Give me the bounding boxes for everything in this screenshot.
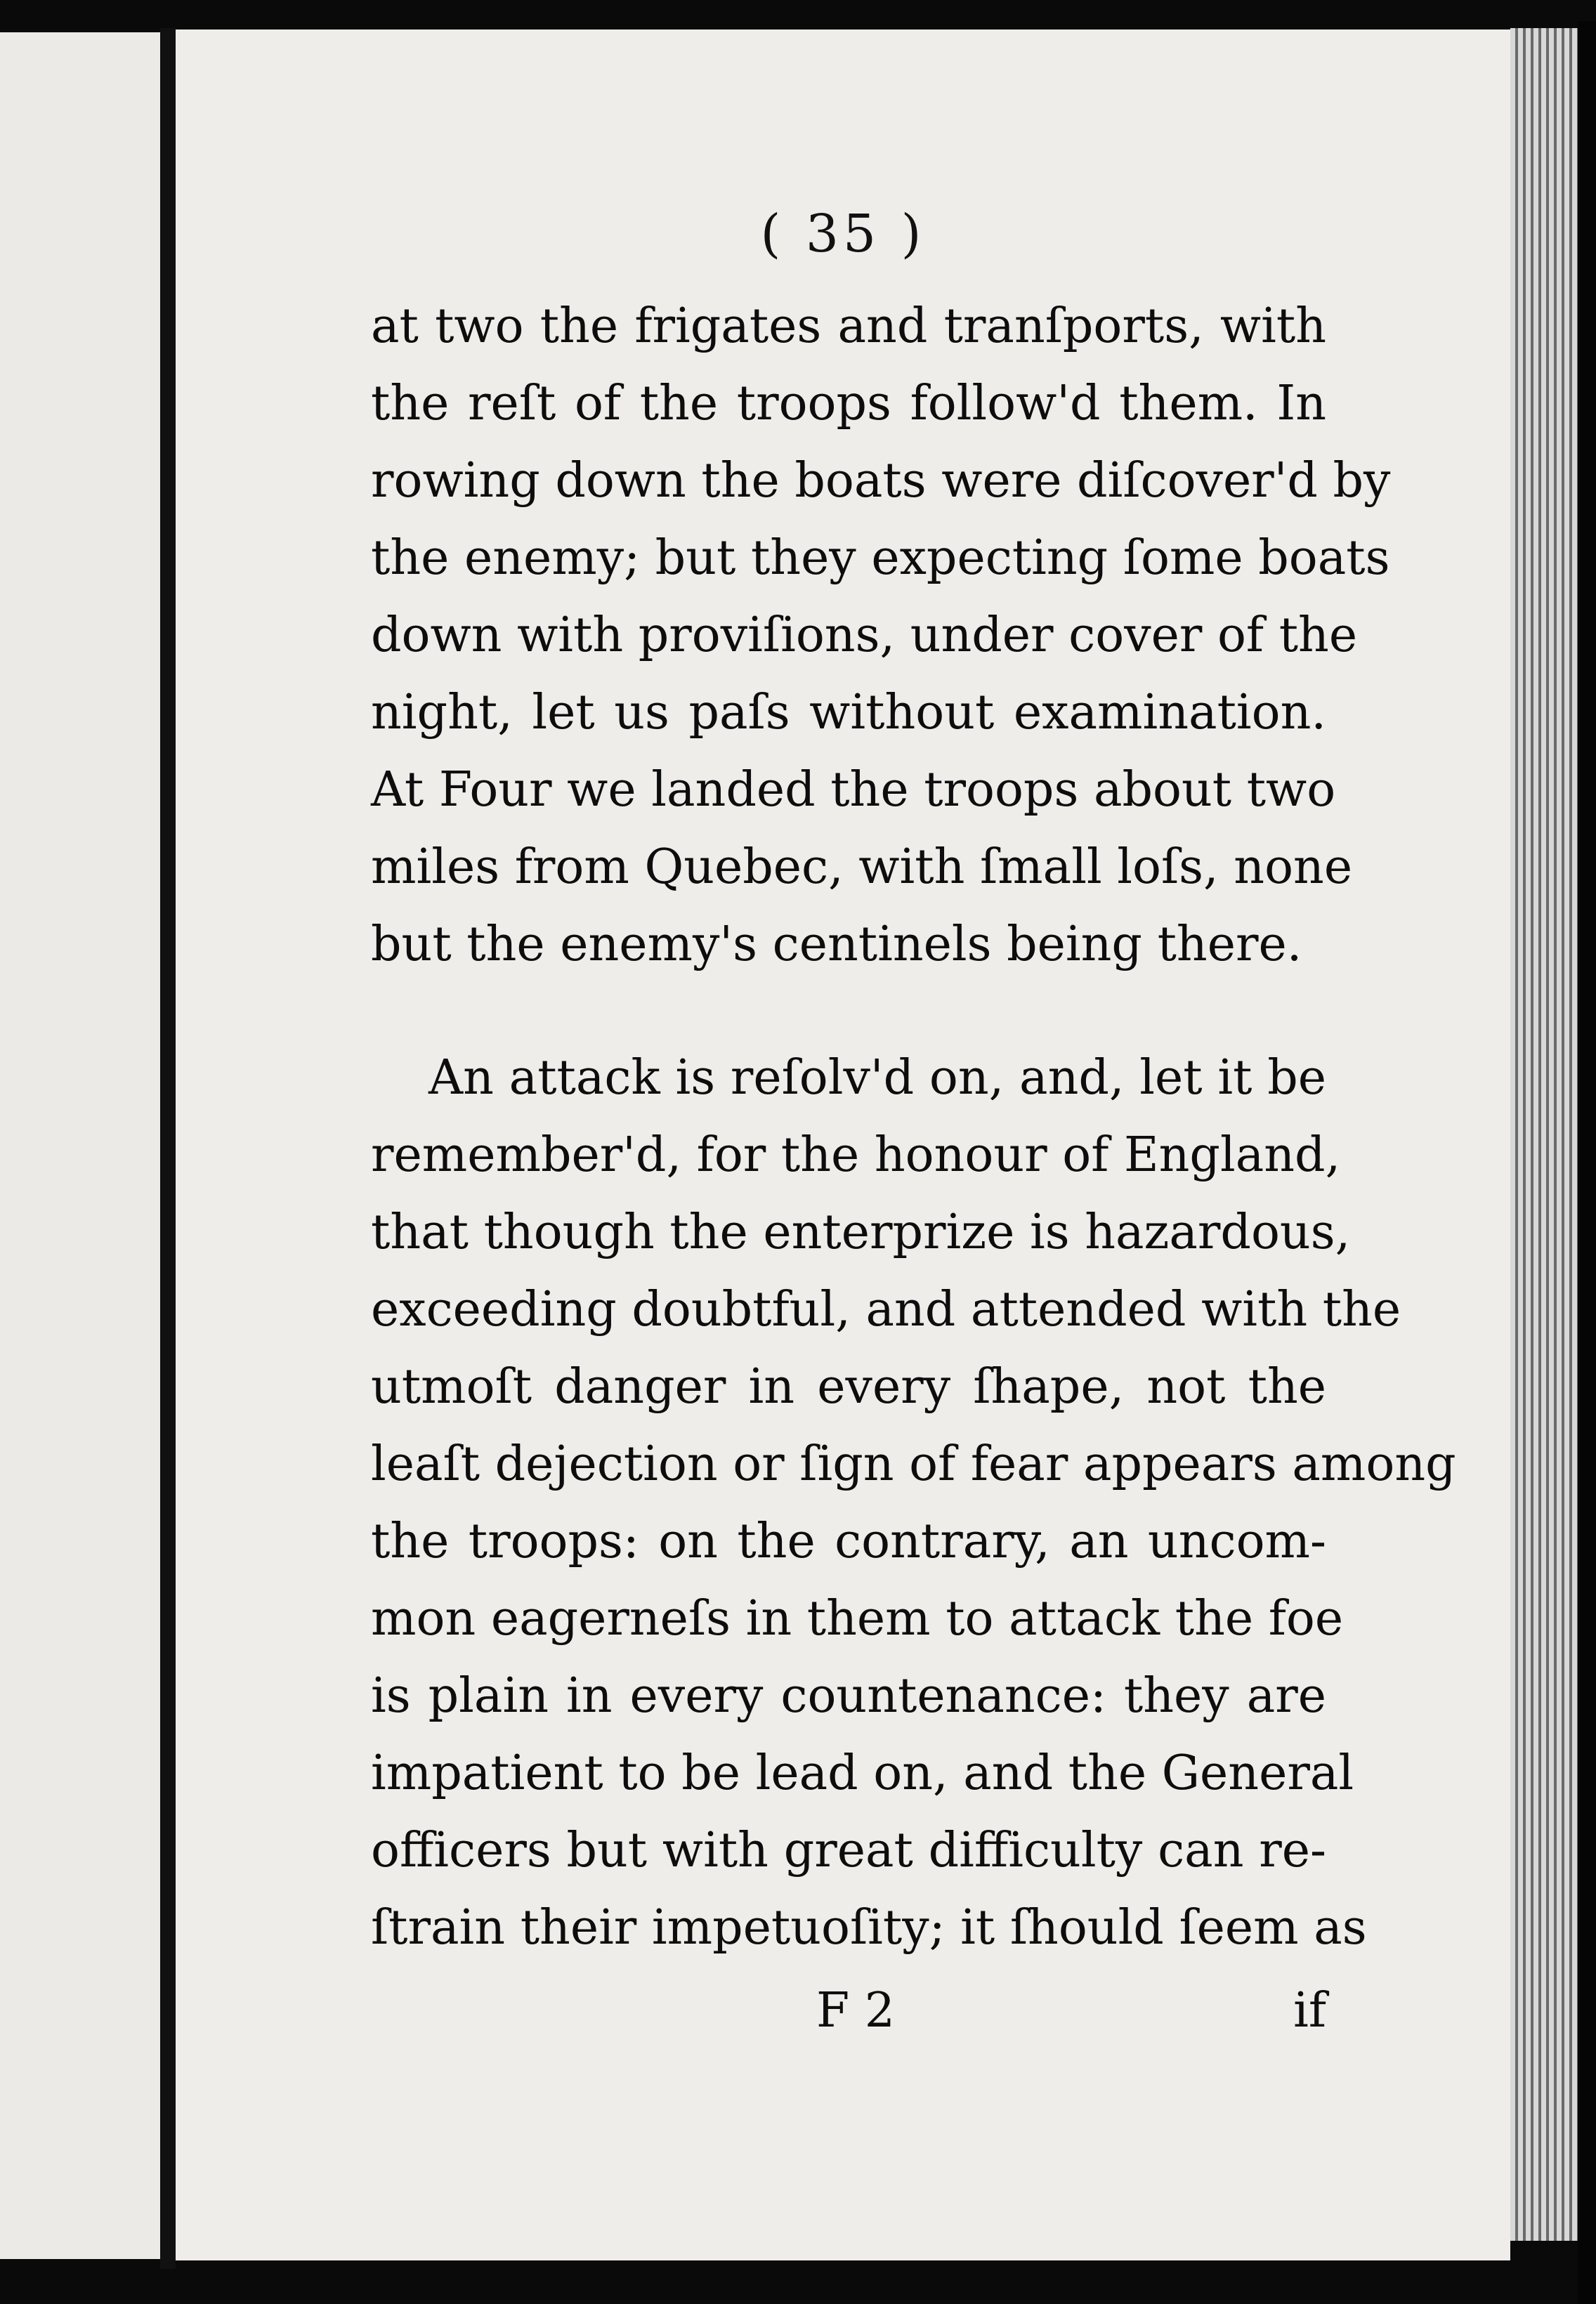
- scan-border: [1578, 21, 1596, 2304]
- text-line: night, let us paſs without examination.: [371, 685, 1326, 740]
- text-line: the reſt of the troops follow'd them. In: [371, 376, 1326, 431]
- text-line: officers but with great difficulty can re-: [371, 1823, 1326, 1878]
- signature-mark: F 2: [816, 1983, 896, 2038]
- text-line: at two the frigates and tranſports, with: [371, 299, 1326, 354]
- text-line: At Four we landed the troops about two: [371, 762, 1336, 818]
- text-line: rowing down the boats were diſcover'd by: [371, 453, 1391, 509]
- text-line: but the enemy's centinels being there.: [371, 917, 1302, 972]
- book-gutter: [160, 28, 176, 2269]
- text-line: that though the enterprize is hazardous,: [371, 1205, 1351, 1260]
- text-line: impatient to be lead on, and the General: [371, 1746, 1354, 1801]
- text-line: utmoſt danger in every ſhape, not the: [371, 1359, 1326, 1415]
- text-line: An attack is reſolv'd on, and, let it be: [429, 1050, 1326, 1106]
- facing-page: [0, 32, 164, 2259]
- paragraph-1: [371, 288, 1391, 983]
- page-edges: [1510, 28, 1578, 2241]
- catchword: if: [1293, 1983, 1326, 2038]
- text-line: leaſt dejection or ſign of fear appears among: [371, 1436, 1456, 1492]
- text-line: down with proviſions, under cover of the: [371, 608, 1358, 663]
- paragraph-2: [371, 1040, 1456, 1967]
- page-number-header: ( 35 ): [760, 204, 926, 264]
- text-line: is plain in every countenance: they are: [371, 1668, 1326, 1724]
- text-line: the enemy; but they expecting ſome boats: [371, 530, 1390, 586]
- text-line: exceeding doubtful, and attended with the: [371, 1282, 1401, 1337]
- text-line: miles from Quebec, with ſmall loſs, none: [371, 839, 1353, 895]
- text-line: ſtrain their impetuoſity; it ſhould ſeem as: [371, 1900, 1367, 1956]
- text-line: the troops: on the contrary, an uncom-: [371, 1514, 1326, 1569]
- text-line: mon eagerneſs in them to attack the foe: [371, 1591, 1344, 1647]
- text-line: remember'd, for the honour of England,: [371, 1127, 1341, 1183]
- page-footer: [371, 1972, 1326, 2050]
